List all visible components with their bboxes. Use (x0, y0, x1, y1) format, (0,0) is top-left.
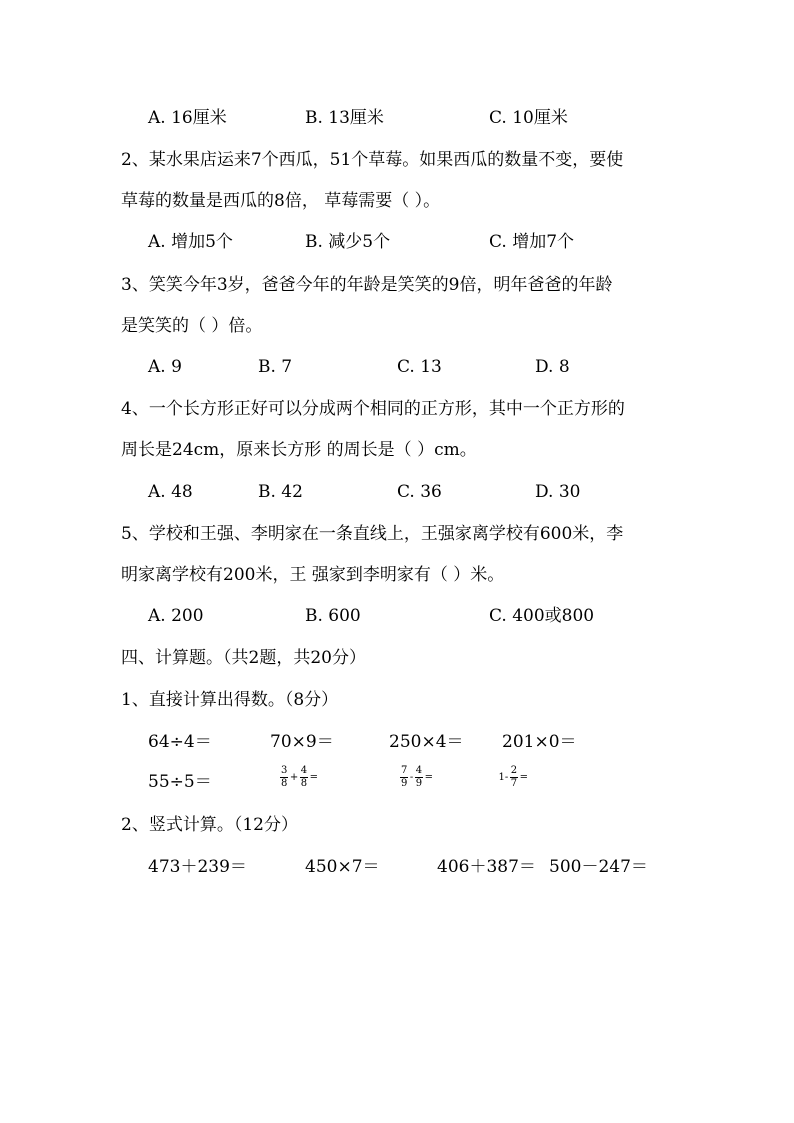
calc-item: 55÷5＝ (148, 772, 212, 792)
question-5-option-a: A. 200 (148, 606, 204, 626)
question-2-option-c: C. 增加7个 (489, 232, 575, 252)
calc-item: 201×0＝ (502, 732, 577, 752)
question-2-option-b: B. 减少5个 (305, 232, 391, 252)
equals-sign: = (519, 771, 529, 783)
fraction-denominator: 8 (300, 778, 308, 789)
option-b: B. 13厘米 (305, 108, 384, 128)
lead-term: 1- (498, 771, 509, 783)
calc-item: 500－247＝ (549, 857, 648, 877)
fraction-expression (279, 766, 319, 789)
calc-item: 64÷4＝ (148, 732, 212, 752)
question-3-line-2: 是笑笑的（ ）倍。 (121, 316, 263, 336)
option-a: A. 16厘米 (148, 108, 227, 128)
question-4-option-b: B. 42 (258, 482, 303, 502)
calc-item: 70×9＝ (270, 732, 334, 752)
question-3-option-b: B. 7 (258, 357, 293, 377)
question-5-option-c: C. 400或800 (489, 606, 595, 626)
question-4-option-c: C. 36 (397, 482, 442, 502)
section-4-title: 四、计算题。（共2题，共20分） (121, 648, 366, 668)
question-4-option-d: D. 30 (535, 482, 581, 502)
question-3-option-d: D. 8 (535, 357, 570, 377)
calc-item: 250×4＝ (389, 732, 464, 752)
fraction (300, 766, 308, 789)
fraction-numerator: 2 (510, 765, 518, 776)
fraction (510, 766, 518, 789)
calc-item: 450×7＝ (305, 857, 380, 877)
question-3-option-a: A. 9 (148, 357, 182, 377)
question-2-option-a: A. 增加5个 (148, 232, 233, 252)
fraction (400, 766, 408, 789)
question-3-line-1: 3、笑笑今年3岁，爸爸今年的年龄是笑笑的9倍，明年爸爸的年龄 (121, 275, 613, 295)
question-2-line-1: 2、某水果店运来7个西瓜，51个草莓。如果西瓜的数量不变，要使 (121, 150, 624, 170)
section-4-sub-2-title: 2、竖式计算。（12分） (121, 815, 298, 835)
fraction-expression (399, 766, 434, 789)
fraction-denominator: 8 (281, 778, 288, 789)
fraction-numerator: 3 (281, 765, 288, 776)
question-3-option-c: C. 13 (397, 357, 442, 377)
fraction-numerator: 4 (415, 765, 423, 776)
option-c: C. 10厘米 (489, 108, 568, 128)
fraction-expression (498, 766, 529, 789)
fraction (280, 766, 288, 789)
question-4-line-2: 周长是24cm，原来长方形 的周长是（ ）cm。 (121, 440, 477, 460)
equals-sign: = (309, 771, 319, 783)
fraction-denominator: 7 (510, 778, 518, 789)
section-4-sub-1-title: 1、直接计算出得数。（8分） (121, 690, 339, 710)
question-2-line-2: 草莓的数量是西瓜的8倍， 草莓需要（ ）。 (121, 191, 441, 211)
question-4-option-a: A. 48 (148, 482, 193, 502)
fraction (415, 766, 423, 789)
calc-item: 473＋239＝ (148, 857, 247, 877)
calc-item: 406＋387＝ (437, 857, 536, 877)
operator: - (409, 771, 414, 783)
equals-sign: = (424, 771, 434, 783)
fraction-numerator: 7 (401, 765, 408, 776)
question-4-line-1: 4、一个长方形正好可以分成两个相同的正方形，其中一个正方形的 (121, 399, 625, 419)
fraction-numerator: 4 (300, 765, 308, 776)
question-5-option-b: B. 600 (305, 606, 361, 626)
operator: + (289, 771, 299, 783)
question-5-line-2: 明家离学校有200米，王 强家到李明家有（ ）米。 (121, 565, 505, 585)
fraction-denominator: 9 (415, 778, 423, 789)
fraction-denominator: 9 (401, 778, 408, 789)
question-5-line-1: 5、学校和王强、李明家在一条直线上，王强家离学校有600米，李 (121, 524, 624, 544)
